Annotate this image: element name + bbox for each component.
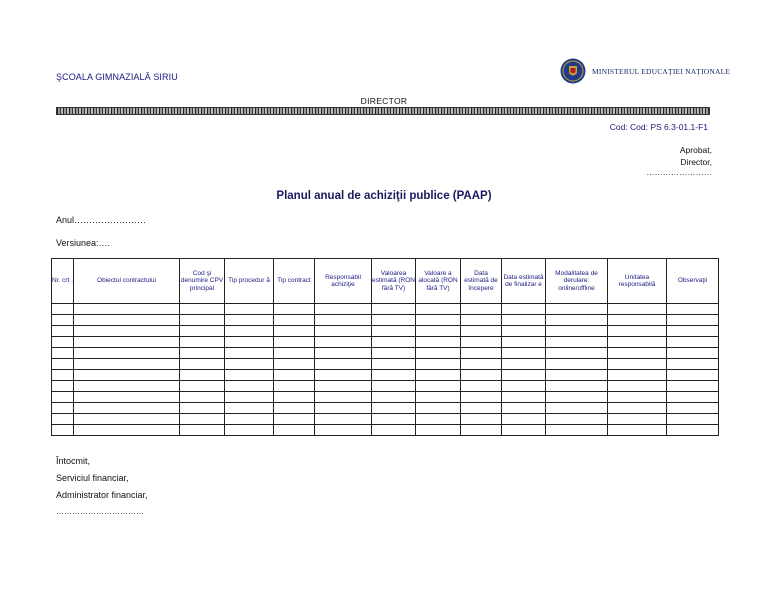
- table-cell: [372, 403, 416, 414]
- decorative-band: [56, 107, 710, 115]
- table-cell: [502, 359, 546, 370]
- table-row: [52, 425, 719, 436]
- table-cell: [74, 414, 180, 425]
- director-approval-label: Director,: [680, 157, 712, 167]
- table-cell: [225, 403, 274, 414]
- table-cell: [225, 359, 274, 370]
- table-cell: [546, 370, 608, 381]
- table-cell: [274, 414, 315, 425]
- table-cell: [372, 392, 416, 403]
- document-code: Cod: Cod: PS 6.3-01.1-F1: [609, 122, 708, 132]
- table-cell: [315, 425, 372, 436]
- table-cell: [372, 304, 416, 315]
- table-cell: [372, 381, 416, 392]
- table-row: [52, 370, 719, 381]
- director-label: DIRECTOR: [360, 96, 408, 106]
- table-cell: [546, 348, 608, 359]
- table-cell: [416, 425, 461, 436]
- financial-service-label: Serviciul financiar,: [56, 473, 129, 483]
- prepared-by-label: Întocmit,: [56, 456, 91, 466]
- table-cell: [372, 359, 416, 370]
- table-cell: [225, 425, 274, 436]
- table-cell: [225, 315, 274, 326]
- table-row: [52, 348, 719, 359]
- table-cell: [225, 370, 274, 381]
- table-cell: [416, 392, 461, 403]
- table-cell: [502, 392, 546, 403]
- table-row: [52, 392, 719, 403]
- table-cell: [372, 370, 416, 381]
- table-cell: [608, 414, 667, 425]
- table-cell: [225, 381, 274, 392]
- table-cell: [667, 403, 719, 414]
- table-cell: [608, 359, 667, 370]
- column-header: Data estimată de începere: [461, 259, 502, 304]
- table-cell: [180, 403, 225, 414]
- table-cell: [608, 425, 667, 436]
- table-cell: [608, 403, 667, 414]
- table-cell: [372, 326, 416, 337]
- table-cell: [461, 425, 502, 436]
- table-cell: [502, 370, 546, 381]
- table-cell: [52, 304, 74, 315]
- table-cell: [274, 348, 315, 359]
- table-cell: [461, 359, 502, 370]
- table-cell: [461, 403, 502, 414]
- table-cell: [667, 414, 719, 425]
- table-cell: [52, 337, 74, 348]
- table-cell: [461, 337, 502, 348]
- table-cell: [416, 326, 461, 337]
- table-cell: [608, 370, 667, 381]
- table-row: [52, 359, 719, 370]
- table-cell: [225, 392, 274, 403]
- table-cell: [74, 370, 180, 381]
- table-cell: [546, 425, 608, 436]
- table-cell: [416, 348, 461, 359]
- column-header: Tip contract: [274, 259, 315, 304]
- table-cell: [274, 337, 315, 348]
- table-cell: [274, 359, 315, 370]
- table-cell: [667, 348, 719, 359]
- table-row: [52, 414, 719, 425]
- table-cell: [52, 414, 74, 425]
- ministry-name: MINISTERUL EDUCAȚIEI NAȚIONALE: [592, 66, 731, 76]
- table-cell: [502, 348, 546, 359]
- table-cell: [667, 370, 719, 381]
- table-cell: [461, 392, 502, 403]
- table-cell: [416, 359, 461, 370]
- table-cell: [416, 381, 461, 392]
- column-header: Data estimată de finalizar e: [502, 259, 546, 304]
- table-cell: [52, 348, 74, 359]
- table-cell: [225, 337, 274, 348]
- table-cell: [225, 414, 274, 425]
- table-cell: [546, 381, 608, 392]
- table-body: [52, 304, 719, 436]
- table-cell: [502, 326, 546, 337]
- column-header: Valoarea estimată (RON fără TV): [372, 259, 416, 304]
- table-cell: [180, 359, 225, 370]
- table-cell: [502, 403, 546, 414]
- financial-administrator-label: Administrator financiar,: [56, 490, 148, 500]
- table-cell: [416, 304, 461, 315]
- signature-line: ……………………: [646, 168, 712, 177]
- table-cell: [667, 326, 719, 337]
- table-row: [52, 381, 719, 392]
- table-cell: [180, 315, 225, 326]
- table-cell: [52, 370, 74, 381]
- table-cell: [502, 304, 546, 315]
- table-cell: [461, 370, 502, 381]
- table-cell: [667, 425, 719, 436]
- table-cell: [52, 403, 74, 414]
- table-cell: [74, 315, 180, 326]
- table-cell: [315, 392, 372, 403]
- table-cell: [315, 359, 372, 370]
- table-cell: [274, 315, 315, 326]
- column-header: Obiectul contractului: [74, 259, 180, 304]
- column-header: Observaţii: [667, 259, 719, 304]
- table-cell: [546, 304, 608, 315]
- table-cell: [315, 403, 372, 414]
- table-cell: [502, 425, 546, 436]
- table-cell: [608, 326, 667, 337]
- table-cell: [74, 348, 180, 359]
- table-cell: [608, 337, 667, 348]
- table-cell: [546, 326, 608, 337]
- table-cell: [416, 403, 461, 414]
- table-cell: [502, 381, 546, 392]
- table-cell: [74, 381, 180, 392]
- table-cell: [546, 337, 608, 348]
- table-cell: [608, 304, 667, 315]
- column-header: Nr. crt .: [52, 259, 74, 304]
- school-name: ŞCOALA GIMNAZIALĂ SIRIU: [56, 72, 178, 82]
- table-cell: [608, 348, 667, 359]
- version-field: Versiunea:….: [56, 238, 111, 248]
- table-cell: [180, 381, 225, 392]
- table-cell: [372, 315, 416, 326]
- table-cell: [315, 315, 372, 326]
- table-cell: [667, 337, 719, 348]
- table-cell: [315, 414, 372, 425]
- table-cell: [667, 304, 719, 315]
- table-cell: [416, 414, 461, 425]
- table-cell: [225, 348, 274, 359]
- table-cell: [225, 326, 274, 337]
- table-cell: [74, 359, 180, 370]
- table-cell: [416, 315, 461, 326]
- table-row: [52, 337, 719, 348]
- table-cell: [180, 370, 225, 381]
- table-cell: [52, 359, 74, 370]
- table-cell: [546, 392, 608, 403]
- procurement-table: [51, 258, 719, 436]
- table-cell: [461, 414, 502, 425]
- table-cell: [315, 370, 372, 381]
- table-cell: [315, 304, 372, 315]
- column-header: Modalitatea de derulare: online/offline: [546, 259, 608, 304]
- column-header: Valoare a alocată (RON fără TV): [416, 259, 461, 304]
- table-cell: [274, 392, 315, 403]
- table-cell: [74, 304, 180, 315]
- table-row: [52, 304, 719, 315]
- table-cell: [546, 359, 608, 370]
- table-cell: [502, 337, 546, 348]
- table-cell: [667, 381, 719, 392]
- table-cell: [667, 359, 719, 370]
- table-cell: [667, 315, 719, 326]
- approved-label: Aprobat,: [679, 145, 712, 155]
- table-cell: [74, 337, 180, 348]
- table-cell: [546, 414, 608, 425]
- table-cell: [502, 414, 546, 425]
- table-cell: [461, 304, 502, 315]
- table-cell: [274, 304, 315, 315]
- table-cell: [608, 392, 667, 403]
- table-cell: [608, 381, 667, 392]
- table-cell: [74, 326, 180, 337]
- footer-signature-line: ……………………………: [56, 507, 144, 516]
- approval-block: [680, 144, 712, 168]
- table-cell: [461, 315, 502, 326]
- table-cell: [546, 315, 608, 326]
- column-header: Tip procedur ă: [225, 259, 274, 304]
- table-cell: [274, 370, 315, 381]
- table-cell: [461, 348, 502, 359]
- table-cell: [52, 326, 74, 337]
- table-cell: [180, 414, 225, 425]
- table-cell: [225, 304, 274, 315]
- table-cell: [315, 326, 372, 337]
- table-cell: [180, 348, 225, 359]
- column-header: Unitatea responsabilă: [608, 259, 667, 304]
- table-cell: [502, 315, 546, 326]
- table-cell: [372, 337, 416, 348]
- table-cell: [52, 425, 74, 436]
- table-cell: [274, 425, 315, 436]
- table-row: [52, 326, 719, 337]
- table-cell: [461, 381, 502, 392]
- table-cell: [274, 403, 315, 414]
- table-cell: [608, 315, 667, 326]
- table-header-row: [52, 259, 719, 304]
- column-header: Cod şi denumire CPV principal: [180, 259, 225, 304]
- column-header: Responsabil achiziţie: [315, 259, 372, 304]
- table-cell: [315, 381, 372, 392]
- ministry-logo: [560, 58, 730, 84]
- table-cell: [180, 337, 225, 348]
- table-cell: [52, 392, 74, 403]
- table-cell: [416, 370, 461, 381]
- table-cell: [461, 326, 502, 337]
- table-cell: [52, 315, 74, 326]
- table-cell: [372, 425, 416, 436]
- table-row: [52, 403, 719, 414]
- year-field: Anul……………………: [56, 215, 147, 225]
- table-cell: [315, 337, 372, 348]
- table-cell: [180, 326, 225, 337]
- table-cell: [74, 425, 180, 436]
- table-cell: [372, 414, 416, 425]
- table-cell: [74, 403, 180, 414]
- table-cell: [274, 326, 315, 337]
- table-cell: [180, 425, 225, 436]
- table-cell: [667, 392, 719, 403]
- table-cell: [52, 381, 74, 392]
- table-cell: [274, 381, 315, 392]
- table-cell: [372, 348, 416, 359]
- document-title: Planul anual de achiziţii publice (PAAP): [276, 190, 492, 202]
- table-cell: [180, 392, 225, 403]
- table-cell: [416, 337, 461, 348]
- coat-of-arms-icon: [560, 58, 586, 84]
- table-cell: [315, 348, 372, 359]
- table-cell: [74, 392, 180, 403]
- table-row: [52, 315, 719, 326]
- table-cell: [546, 403, 608, 414]
- table-cell: [180, 304, 225, 315]
